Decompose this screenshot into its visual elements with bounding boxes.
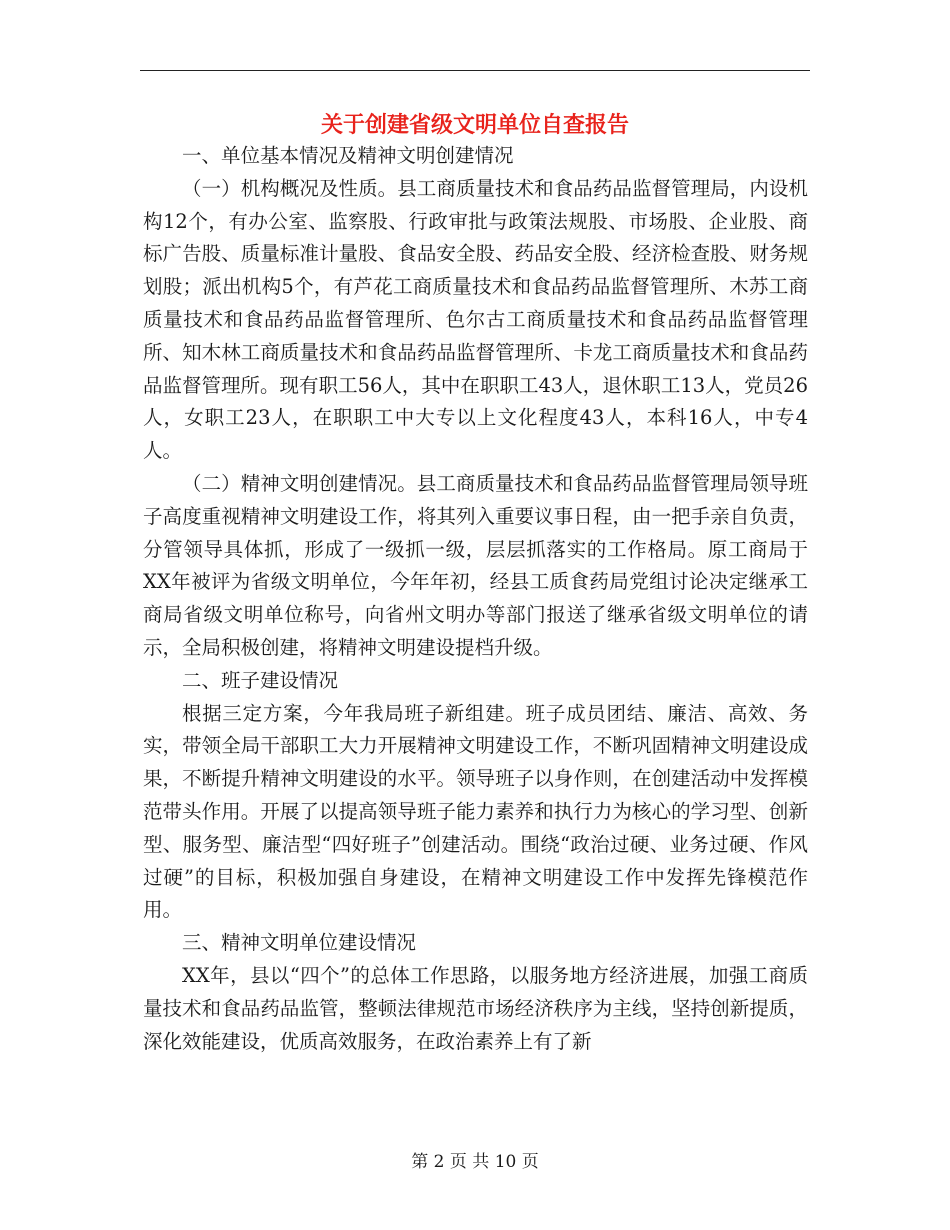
document-title: 关于创建省级文明单位自查报告: [320, 112, 629, 138]
header-rule: [140, 70, 810, 71]
paragraph-civilization-creation: （二）精神文明创建情况。县工商质量技术和食品药品监督管理局领导班子高度重视精神文明建设工作，将其列入重要议事日程，由一把手亲自负责，分管领导具体抓，形成了一级抓一级，层层抓落实的工作格局。原工商局于XX年被评为省级文明单位，今年年初，经县工质食药局党组讨论决定继承工商局省级文明单位称号，向省州文明办等部门报送了继承省级文明单位的请示，全局积极创建，将精神文明建设提档升级。: [143, 471, 808, 659]
section-heading-3: 三、精神文明单位建设情况: [182, 931, 417, 955]
section-heading-2: 二、班子建设情况: [182, 668, 339, 692]
paragraph-team-building: 根据三定方案，今年我局班子新组建。班子成员团结、廉洁、高效、务实，带领全局干部职工大力开展精神文明建设工作，不断巩固精神文明建设成果，不断提升精神文明建设的水平。领导班子以身作则，在创建活动中发挥模范带头作用。开展了以提高领导班子能力素养和执行力为核心的学习型、创新型、服务型、廉洁型“四好班子”创建活动。围绕“政治过硬、业务过硬、作风过硬”的目标，积极加强自身建设，在精神文明建设工作中发挥先锋模范作用。: [143, 701, 808, 922]
document-body: [143, 140, 808, 1058]
page-number-footer: 第 2 页 共 10 页: [411, 1152, 539, 1172]
paragraph-unit-building: XX年，县以“四个”的总体工作思路，以服务地方经济进展，加强工商质量技术和食品药品监管，整顿法律规范市场经济秩序为主线，坚持创新提质，深化效能建设，优质高效服务，在政治素养上有了新: [143, 963, 808, 1053]
paragraph-institution-overview: （一）机构概况及性质。县工商质量技术和食品药品监督管理局，内设机构12个，有办公室、监察股、行政审批与政策法规股、市场股、企业股、商标广告股、质量标准计量股、食品安全股、药品安全股、经济检查股、财务规划股；派出机构5个，有芦花工商质量技术和食品药品监督管理所、木苏工商质量技术和食品药品监督管理所、色尔古工商质量技术和食品药品监督管理所、知木林工商质量技术和食品药品监督管理所、卡龙工商质量技术和食品药品监督管理所。现有职工56人，其中在职职工43人，退休职工13人，党员26人，女职工23人，在职职工中大专以上文化程度43人，本科16人，中专4人。: [143, 176, 808, 463]
section-heading-1: 一、单位基本情况及精神文明创建情况: [182, 144, 514, 167]
